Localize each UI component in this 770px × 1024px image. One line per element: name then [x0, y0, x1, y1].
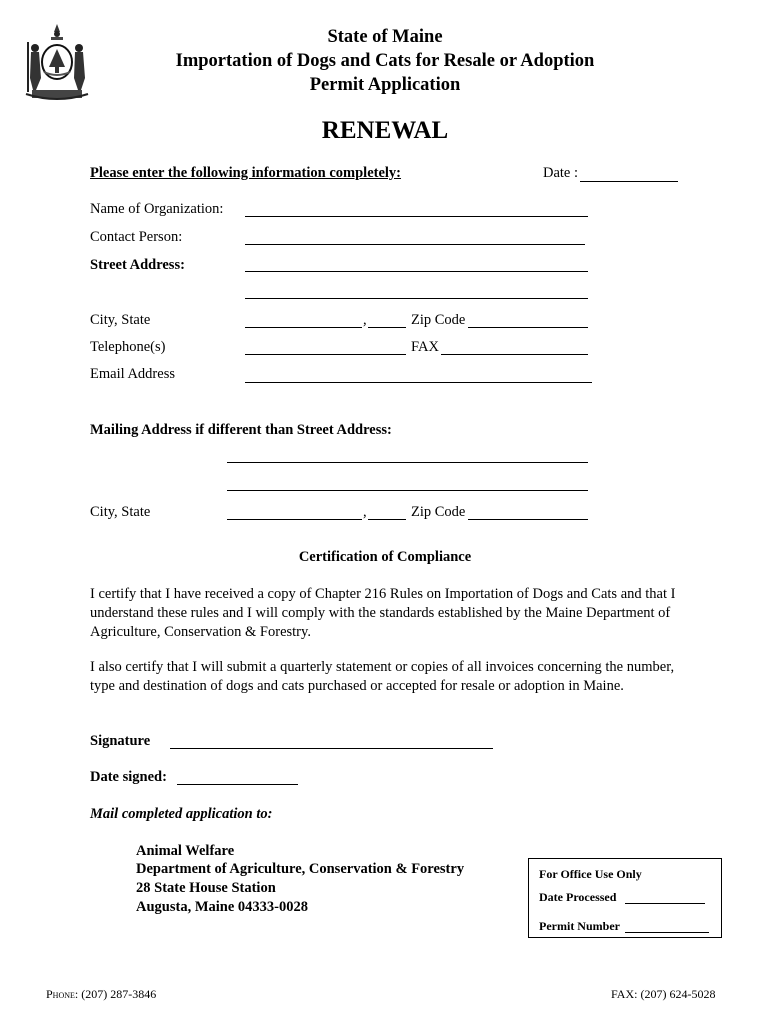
street-label: Street Address:: [90, 257, 185, 273]
certification-heading: Certification of Compliance: [298, 549, 472, 565]
organization-label: Name of Organization:: [90, 201, 224, 217]
zip-field[interactable]: [468, 327, 588, 328]
contact-field[interactable]: [245, 244, 585, 245]
office-use-title: For Office Use Only: [539, 867, 642, 881]
city-field[interactable]: [245, 327, 362, 328]
mailing-zip-label: Zip Code: [411, 504, 466, 520]
fax-field[interactable]: [441, 354, 588, 355]
signature-field[interactable]: [170, 748, 493, 749]
mailing-city-field[interactable]: [227, 519, 362, 520]
footer-fax: [611, 987, 715, 1002]
address-line-1: Animal Welfare: [136, 843, 235, 859]
renewal-heading: RENEWAL: [321, 117, 449, 144]
email-label: Email Address: [90, 366, 175, 382]
date-label: Date :: [543, 165, 579, 181]
date-processed-field[interactable]: [625, 903, 705, 904]
office-use-box: [528, 858, 722, 938]
address-line-4: Augusta, Maine 04333-0028: [136, 899, 308, 915]
footer-fax-number: (207) 624-5028: [640, 987, 716, 1001]
footer-fax-label: FAX:: [611, 987, 638, 1001]
certification-paragraph-1: I certify that I have received a copy of Chapter 216 Rules on Importation of Dogs and Cats and that I understand these rules and I will comply with the standards established by the Maine Department of Agriculture, Conservation & Forestry.: [90, 586, 676, 640]
permit-number-label: Permit Number: [539, 919, 620, 933]
mail-to-label: Mail completed application to:: [90, 806, 273, 822]
mailing-comma: ,: [363, 504, 367, 520]
email-field[interactable]: [245, 382, 592, 383]
header-subtitle: Permit Application: [309, 75, 461, 95]
footer-phone: [46, 987, 156, 1002]
footer-phone-number: (207) 287-3846: [81, 987, 157, 1001]
date-field[interactable]: [580, 181, 678, 182]
city-state-label: City, State: [90, 312, 151, 328]
telephone-field[interactable]: [245, 354, 406, 355]
address-line-3: 28 State House Station: [136, 880, 276, 896]
signature-label: Signature: [90, 733, 151, 749]
date-signed-label: Date signed:: [90, 769, 167, 785]
header-state: State of Maine: [327, 27, 443, 47]
organization-field[interactable]: [245, 216, 588, 217]
address-line-2: Department of Agriculture, Conservation & Forestry: [136, 861, 465, 877]
mailing-field-1[interactable]: [227, 462, 588, 463]
mailing-field-2[interactable]: [227, 490, 588, 491]
zip-label: Zip Code: [411, 312, 466, 328]
comma: ,: [363, 312, 367, 328]
street-field-2[interactable]: [245, 298, 588, 299]
permit-number-field[interactable]: [625, 932, 709, 933]
fax-label: FAX: [411, 339, 439, 355]
date-processed-label: Date Processed: [539, 890, 617, 904]
street-field-1[interactable]: [245, 271, 588, 272]
mailing-city-state-label: City, State: [90, 504, 151, 520]
header-title: Importation of Dogs and Cats for Resale or Adoption: [175, 51, 595, 71]
date-signed-field[interactable]: [177, 784, 298, 785]
mailing-zip-field[interactable]: [468, 519, 588, 520]
state-field[interactable]: [368, 327, 406, 328]
instructions: Please enter the following information completely:: [90, 165, 402, 181]
contact-label: Contact Person:: [90, 229, 183, 245]
certification-paragraph-2: I also certify that I will submit a quarterly statement or copies of all invoices concerning the number, type and destination of dogs and cats purchased or accepted for resale or adoption in Maine.: [90, 659, 675, 694]
footer-phone-label: Phone:: [46, 987, 79, 1001]
mailing-state-field[interactable]: [368, 519, 406, 520]
telephone-label: Telephone(s): [90, 339, 166, 355]
mailing-heading: Mailing Address if different than Street Address:: [90, 422, 392, 438]
